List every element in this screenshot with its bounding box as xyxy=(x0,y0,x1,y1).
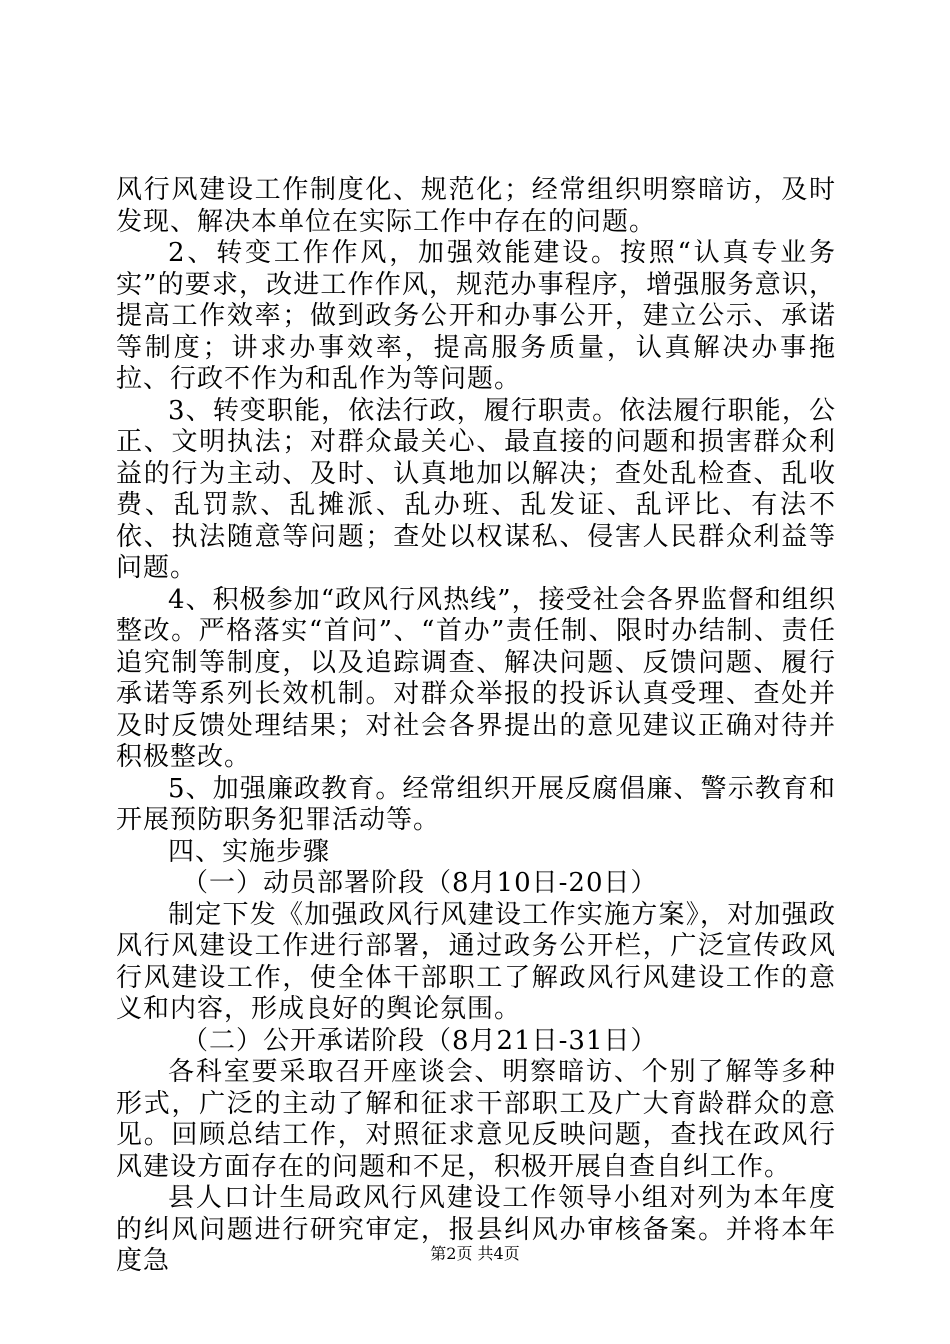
page-number: 第2页 共4页 xyxy=(430,1244,520,1263)
paragraph-item-5: 5、加强廉政教育。经常组织开展反腐倡廉、警示教育和开展预防职务犯罪活动等。 xyxy=(116,773,836,835)
paragraph-item-4: 4、积极参加“政风行风热线”，接受社会各界监督和组织整改。严格落实“首问”、“首办”责任制、限时办结制、责任追究制等制度，以及追踪调查、解决问题、反馈问题、履行承诺等系列长效机制。对群众举报的投诉认真受理、查处并及时反馈处理结果；对社会各界提出的意见建议正确对待并积极整改。 xyxy=(116,584,836,772)
document-body xyxy=(116,175,836,1278)
paragraph-continuation: 风行风建设工作制度化、规范化；经常组织明察暗访，及时发现、解决本单位在实际工作中存在的问题。 xyxy=(116,175,836,237)
section-heading-implementation-steps: 四、实施步骤 xyxy=(168,836,331,867)
paragraph-item-3: 3、转变职能，依法行政，履行职责。依法履行职能，公正、文明执法；对群众最关心、最直接的问题和损害群众利益的行为主动、及时、认真地加以解决；查处乱检查、乱收费、乱罚款、乱摊派、乱办班、乱发证、乱评比、有法不依、执法随意等问题；查处以权谋私、侵害人民群众利益等问题。 xyxy=(116,395,836,583)
paragraph-mobilization: 制定下发《加强政风行风建设工作实施方案》，对加强政风行风建设工作进行部署，通过政务公开栏，广泛宣传政风行风建设工作，使全体干部职工了解政风行风建设工作的意义和内容，形成良好的舆论氛围。 xyxy=(116,899,836,1024)
paragraph-item-2: 2、转变工作作风，加强效能建设。按照“认真专业务实”的要求，改进工作作风，规范办事程序，增强服务意识，提高工作效率；做到政务公开和办事公开，建立公示、承诺等制度；讲求办事效率，提高服务质量，认真解决办事拖拉、行政不作为和乱作为等问题。 xyxy=(116,238,836,394)
paragraph-review: 县人口计生局政风行风建设工作领导小组对列为本年度的纠风问题进行研究审定，报县纠风办审核备案。并将本年度急 xyxy=(116,1183,836,1276)
step-heading-public-commitment: （二）公开承诺阶段（8月21日-31日） xyxy=(182,1025,658,1056)
step-heading-mobilization: （一）动员部署阶段（8月10日-20日） xyxy=(182,868,658,898)
paragraph-public-commitment: 各科室要采取召开座谈会、明察暗访、个别了解等多种形式，广泛的主动了解和征求干部职工及广大育龄群众的意见。回顾总结工作，对照征求意见反映问题，查找在政风行风建设方面存在的问题和不足，积极开展自查自纠工作。 xyxy=(116,1057,836,1182)
